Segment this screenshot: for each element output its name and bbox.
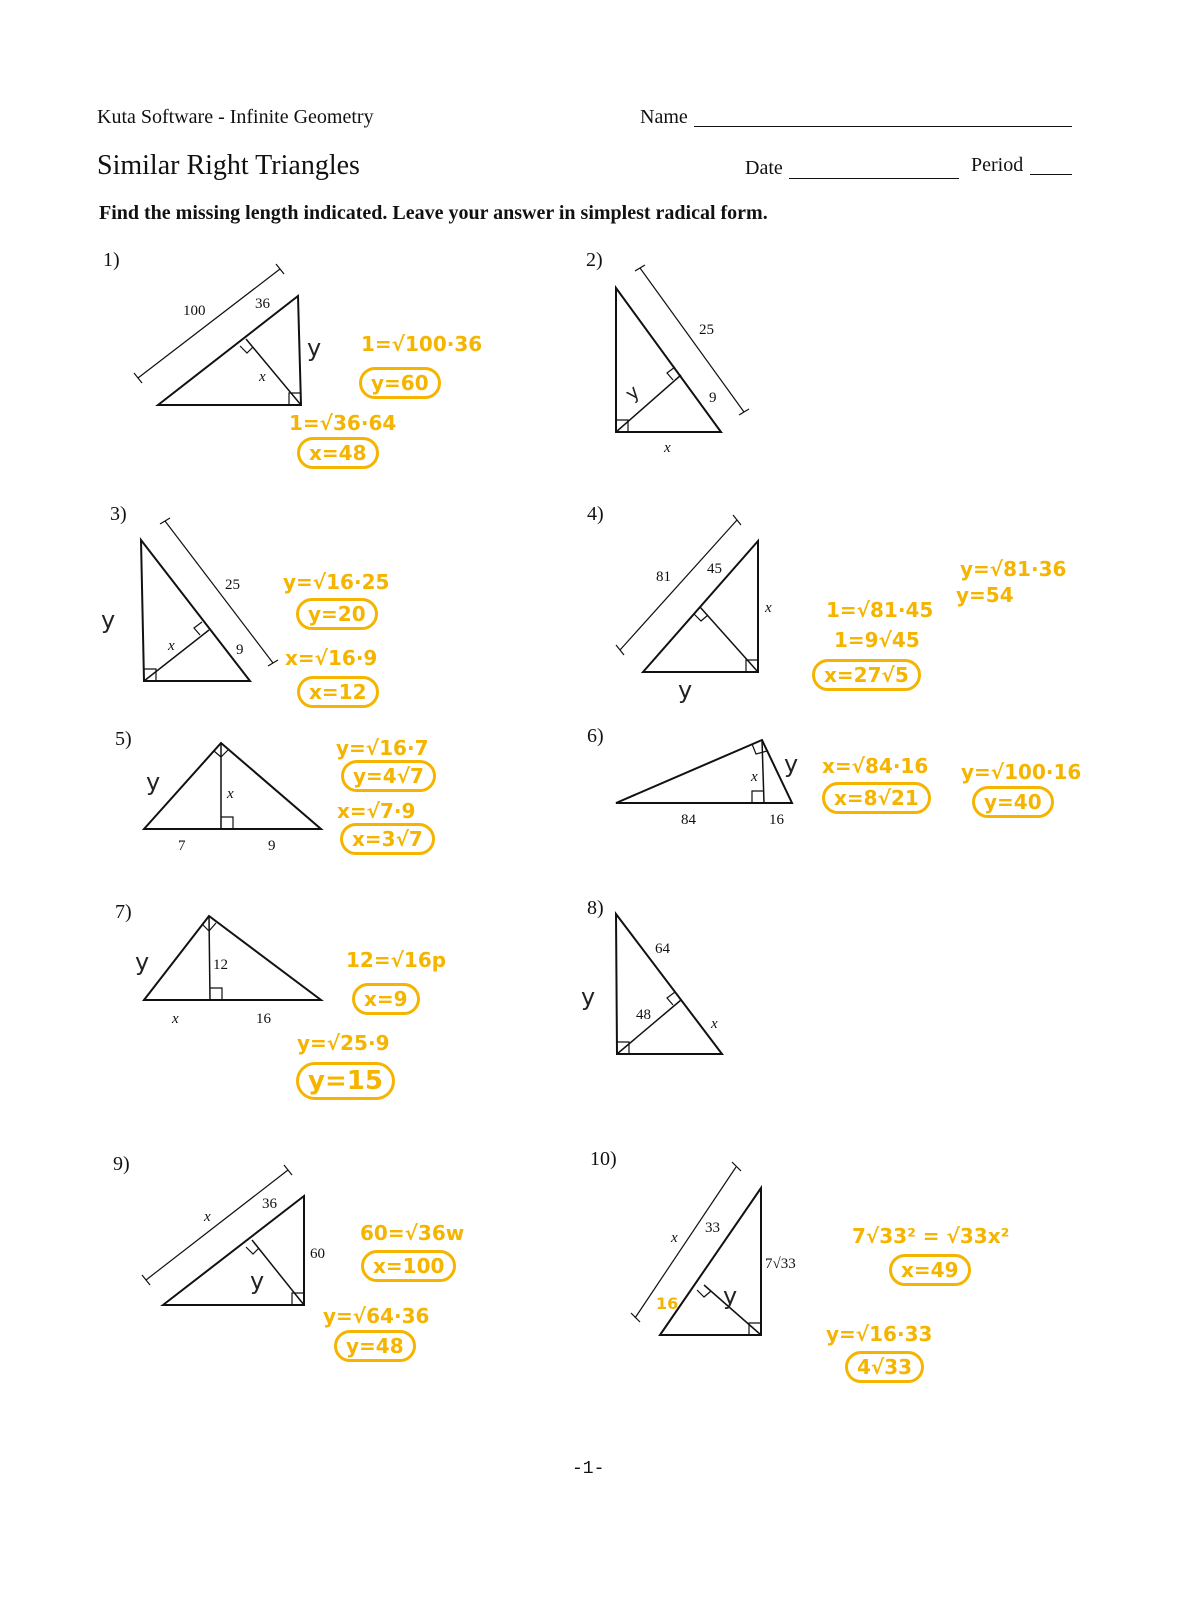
- problem-5-handwritten-var: y: [146, 768, 161, 796]
- problem-9-number: 9): [113, 1153, 130, 1175]
- problem-1-annotation-1: 1=√100·36: [361, 332, 483, 356]
- problem-3-label-c: x: [168, 638, 175, 654]
- problem-1-annotation-2: y=60: [359, 367, 441, 399]
- problem-6-label-b: 16: [769, 812, 784, 828]
- instructions: Find the missing length indicated. Leave your answer in simplest radical form.: [99, 202, 768, 224]
- worksheet-title: Similar Right Triangles: [97, 150, 360, 181]
- problem-6-annotation-1: x=√84·16: [822, 754, 929, 778]
- problem-3-annotation-1: y=√16·25: [283, 570, 390, 594]
- problem-2-number: 2): [586, 249, 603, 271]
- problem-7-label-c: 16: [256, 1011, 271, 1027]
- problem-2-handwritten-var: y: [621, 380, 645, 406]
- problem-9-annotation-1: 60=√36w: [360, 1221, 465, 1245]
- problem-4-annotation-5: y=54: [956, 583, 1014, 607]
- problem-5-annotation-4: x=3√7: [340, 823, 435, 855]
- problem-5-label-b: 9: [268, 838, 276, 854]
- problem-1-label-a: 100: [183, 303, 206, 319]
- problem-5-label-c: x: [227, 786, 234, 802]
- problem-4-annotation-1: 1=√81·45: [826, 598, 934, 622]
- problem-6-annotation-3: y=√100·16: [961, 760, 1082, 784]
- problem-5-number: 5): [115, 728, 132, 750]
- page-number: -1-: [572, 1459, 605, 1479]
- problem-9-label-b: 36: [262, 1196, 277, 1212]
- problem-10-handwritten-side: 16: [656, 1294, 679, 1313]
- problem-1-annotation-3: 1=√36·64: [289, 411, 397, 435]
- problem-2-label-a: 25: [699, 322, 714, 338]
- problem-7-label-a: 12: [213, 957, 228, 973]
- problem-9-label-a: x: [204, 1209, 211, 1225]
- problem-9-annotation-2: x=100: [361, 1250, 456, 1282]
- problem-4-annotation-4: y=√81·36: [960, 557, 1067, 581]
- period-label: Period: [971, 154, 1024, 176]
- problem-6-annotation-4: y=40: [972, 786, 1054, 818]
- problem-2-label-c: x: [664, 440, 671, 456]
- problem-3-number: 3): [110, 503, 127, 525]
- problem-4-label-b: 45: [707, 561, 722, 577]
- date-label: Date: [745, 157, 783, 179]
- problem-9-annotation-4: y=48: [334, 1330, 416, 1362]
- problem-1-annotation-4: x=48: [297, 437, 379, 469]
- publisher-label: Kuta Software - Infinite Geometry: [97, 106, 374, 128]
- problem-7-annotation-3: y=√25·9: [297, 1031, 390, 1055]
- problem-6-handwritten-var: y: [784, 750, 799, 778]
- problem-3-annotation-4: x=12: [297, 676, 379, 708]
- problem-1-handwritten-var: y: [307, 334, 322, 362]
- problem-7-handwritten-var: y: [135, 948, 150, 976]
- problem-6-number: 6): [587, 725, 604, 747]
- problem-5-label-a: 7: [178, 838, 186, 854]
- problem-7-label-b: x: [172, 1011, 179, 1027]
- problem-6-label-c: x: [751, 769, 758, 785]
- problem-8-label-a: 64: [655, 941, 670, 957]
- problem-10-label-a: x: [671, 1230, 678, 1246]
- problem-4-annotation-3: x=27√5: [812, 659, 921, 691]
- problem-9-handwritten-var: y: [250, 1267, 265, 1295]
- problem-10-annotation-4: 4√33: [845, 1351, 924, 1383]
- problem-5-annotation-3: x=√7·9: [337, 799, 416, 823]
- problem-6-annotation-2: x=8√21: [822, 782, 931, 814]
- problem-7-number: 7): [115, 901, 132, 923]
- problem-5-annotation-2: y=4√7: [341, 760, 436, 792]
- problem-4-annotation-2: 1=9√45: [834, 628, 920, 652]
- name-label: Name: [640, 106, 688, 128]
- problem-8-handwritten-var: y: [581, 983, 596, 1011]
- problem-2-label-b: 9: [709, 390, 717, 406]
- problem-7-annotation-1: 12=√16p: [346, 948, 447, 972]
- problem-3-annotation-3: x=√16·9: [285, 646, 378, 670]
- problem-9-annotation-3: y=√64·36: [323, 1304, 430, 1328]
- problem-7-annotation-2: x=9: [352, 983, 420, 1015]
- problem-9-label-c: 60: [310, 1246, 325, 1262]
- problem-10-number: 10): [590, 1148, 617, 1170]
- problem-3-handwritten-var: y: [101, 606, 116, 634]
- problem-6-label-a: 84: [681, 812, 696, 828]
- problem-10-label-c: 7√33: [765, 1256, 796, 1272]
- problem-4-label-a: 81: [656, 569, 671, 585]
- problem-8-label-b: 48: [636, 1007, 651, 1023]
- problem-5-annotation-1: y=√16·7: [336, 736, 429, 760]
- problem-1-label-b: 36: [255, 296, 270, 312]
- problem-3-label-a: 25: [225, 577, 240, 593]
- problem-7-annotation-4: y=15: [296, 1062, 395, 1100]
- problem-3-annotation-2: y=20: [296, 598, 378, 630]
- problem-10-handwritten-var: y: [723, 1282, 738, 1310]
- problem-1-label-c: x: [259, 369, 266, 385]
- problem-8-label-c: x: [711, 1016, 718, 1032]
- problem-1-number: 1): [103, 249, 120, 271]
- problem-3-label-b: 9: [236, 642, 244, 658]
- problem-4-label-c: x: [765, 600, 772, 616]
- problem-10-annotation-1: 7√33² = √33x²: [852, 1224, 1010, 1248]
- problem-4-handwritten-var: y: [678, 676, 693, 704]
- problem-10-annotation-2: x=49: [889, 1254, 971, 1286]
- problem-10-annotation-3: y=√16·33: [826, 1322, 933, 1346]
- problem-8-number: 8): [587, 897, 604, 919]
- problem-4-number: 4): [587, 503, 604, 525]
- problem-10-label-b: 33: [705, 1220, 720, 1236]
